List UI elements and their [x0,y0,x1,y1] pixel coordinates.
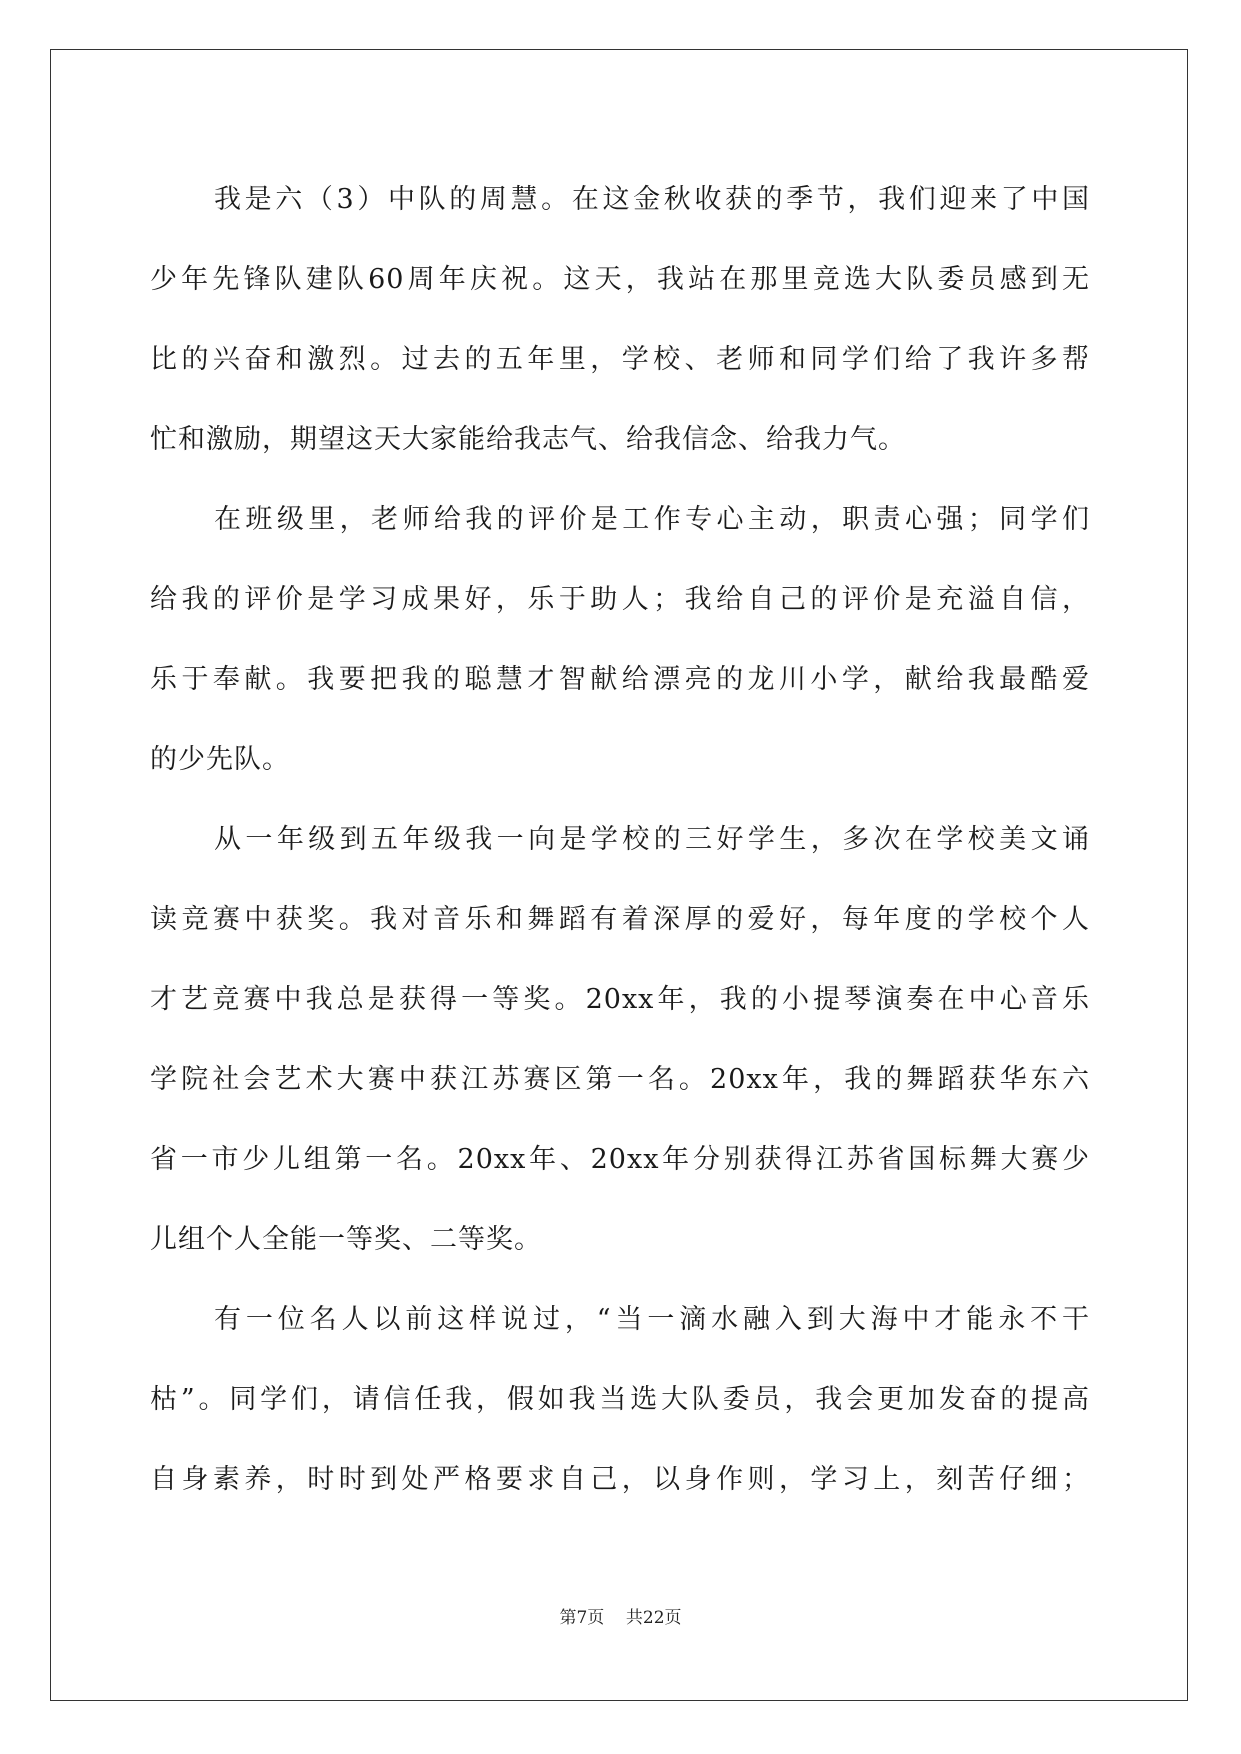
paragraph-3-line-2: 读竞赛中获奖。我对音乐和舞蹈有着深厚的爱好，每年度的学校个人 [150,904,1090,935]
paragraph-1-line-2: 少年先锋队建队60周年庆祝。这天，我站在那里竞选大队委员感到无 [150,264,1090,295]
paragraph-3-line-5: 省一市少儿组第一名。20xx年、20xx年分别获得江苏省国标舞大赛少 [150,1144,1090,1175]
paragraph-3-line-1: 从一年级到五年级我一向是学校的三好学生，多次在学校美文诵 [214,824,1090,855]
document-body [150,160,1090,1520]
paragraph-3-line-6: 儿组个人全能一等奖、二等奖。 [150,1224,542,1255]
paragraph-4-line-1: 有一位名人以前这样说过，“当一滴水融入到大海中才能永不干 [214,1304,1090,1335]
paragraph-4-line-3: 自身素养，时时到处严格要求自己，以身作则，学习上，刻苦仔细； [150,1464,1090,1495]
paragraph-2-line-4: 的少先队。 [150,744,290,775]
paragraph-2-line-1: 在班级里，老师给我的评价是工作专心主动，职责心强；同学们 [214,504,1090,535]
paragraph-3-line-4: 学院社会艺术大赛中获江苏赛区第一名。20xx年，我的舞蹈获华东六 [150,1064,1090,1095]
page-number-footer: 第7页 共22页 [559,1608,682,1628]
paragraph-4-line-2: 枯”。同学们，请信任我，假如我当选大队委员，我会更加发奋的提高 [150,1384,1090,1415]
paragraph-2-line-3: 乐于奉献。我要把我的聪慧才智献给漂亮的龙川小学，献给我最酷爱 [150,664,1090,695]
paragraph-2-line-2: 给我的评价是学习成果好，乐于助人；我给自己的评价是充溢自信， [150,584,1090,615]
paragraph-3-line-3: 才艺竞赛中我总是获得一等奖。20xx年，我的小提琴演奏在中心音乐 [150,984,1090,1015]
paragraph-1-line-3: 比的兴奋和激烈。过去的五年里，学校、老师和同学们给了我许多帮 [150,344,1090,375]
paragraph-1-line-1: 我是六（3）中队的周慧。在这金秋收获的季节，我们迎来了中国 [214,184,1090,215]
paragraph-1-line-4: 忙和激励，期望这天大家能给我志气、给我信念、给我力气。 [150,424,906,455]
